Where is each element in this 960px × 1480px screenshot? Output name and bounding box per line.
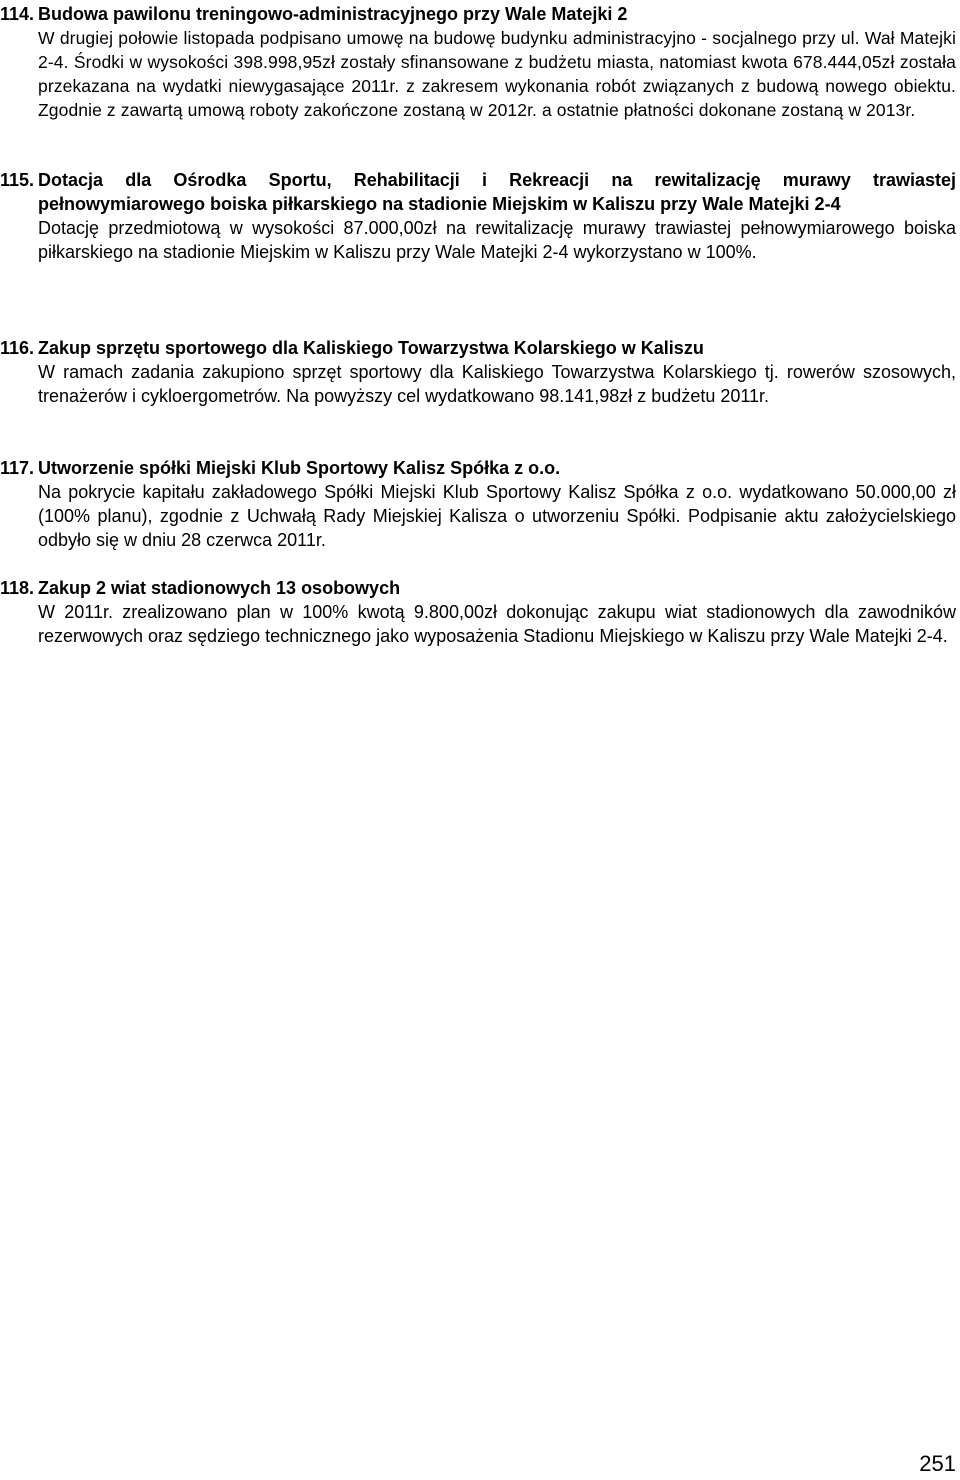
section-body: Dotację przedmiotową w wysokości 87.000,00zł na rewitalizację murawy trawiastej pełnowymiarowego boiska piłkarskiego na stadionie Miejskim w Kaliszu przy Wale Matejki 2-4 wykorzystano w 100%. [38,218,956,262]
section-114 [0,2,960,122]
section-title: Budowa pawilonu treningowo-administracyjnego przy Wale Matejki 2 [38,4,628,24]
section-body: W drugiej połowie listopada podpisano umowę na budowę budynku administracyjno - socjalnego przy ul. Wał Matejki 2-4. Środki w wysokości 398.998,95zł zostały sfinansowane z budżetu miasta, natomiast kwota 678.444,05zł została przekazana na wydatki niewygasające 2011r. z zakresem wykonania robót związanych z budową nowego obiektu. Zgodnie z zawartą umową roboty zakończone zostaną w 2012r. a ostatnie płatności dokonane zostaną w 2013r. [38,28,956,120]
section-heading [0,168,960,216]
section-body: Na pokrycie kapitału zakładowego Spółki Miejski Klub Sportowy Kalisz Spółka z o.o. wydatkowano 50.000,00 zł (100% planu), zgodnie z Uchwałą Rady Miejskiej Kalisza o utworzeniu Spółki. Podpisanie aktu założycielskiego odbyło się w dniu 28 czerwca 2011r. [38,482,956,550]
section-heading [0,2,960,26]
section-heading [0,456,960,480]
section-number: 116. [0,338,35,358]
section-body: W 2011r. zrealizowano plan w 100% kwotą 9.800,00zł dokonując zakupu wiat stadionowych dla zawodników rezerwowych oraz sędziego technicznego jako wyposażenia Stadionu Miejskiego w Kaliszu przy Wale Matejki 2-4. [38,602,956,646]
section-117 [0,456,960,552]
section-title: Dotacja dla Ośrodka Sportu, Rehabilitacji i Rekreacji na rewitalizację murawy trawiastej pełnowymiarowego boiska piłkarskiego na stadionie Miejskim w Kaliszu przy Wale Matejki 2-4 [38,170,956,214]
section-body: W ramach zadania zakupiono sprzęt sportowy dla Kaliskiego Towarzystwa Kolarskiego tj. rowerów szosowych, trenażerów i cykloergometrów. Na powyższy cel wydatkowano 98.141,98zł z budżetu 2011r. [38,362,956,406]
section-118 [0,576,960,648]
section-116 [0,336,960,408]
section-115 [0,168,960,264]
section-title: Zakup 2 wiat stadionowych 13 osobowych [38,578,401,598]
page-number: 251 [919,1451,956,1476]
section-heading [0,336,960,360]
section-number: 117. [0,458,35,478]
section-title: Utworzenie spółki Miejski Klub Sportowy Kalisz Spółka z o.o. [38,458,561,478]
section-title: Zakup sprzętu sportowego dla Kaliskiego Towarzystwa Kolarskiego w Kaliszu [38,338,704,358]
section-number: 115. [0,170,35,190]
section-heading [0,576,960,600]
section-number: 114. [0,4,35,24]
section-number: 118. [0,578,35,598]
